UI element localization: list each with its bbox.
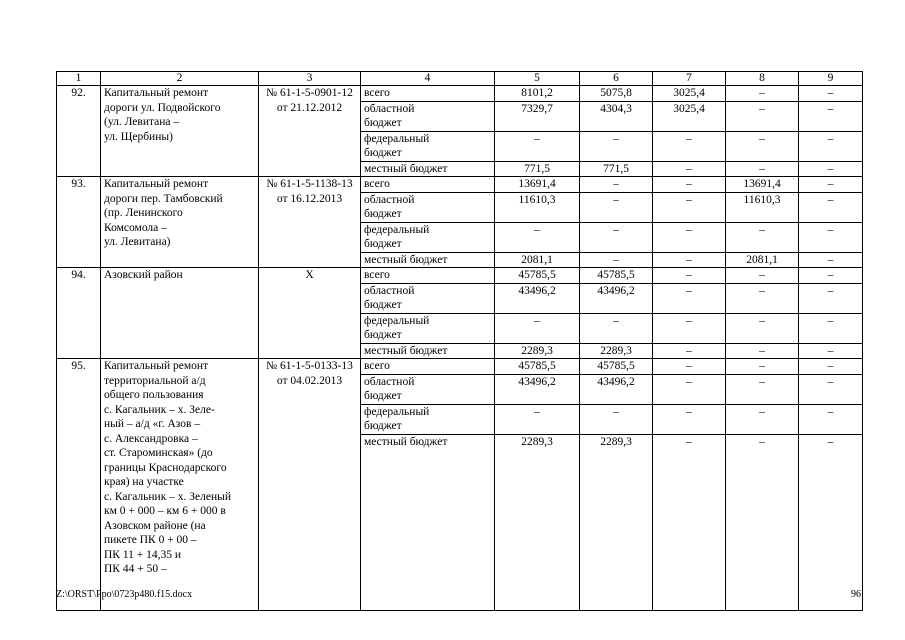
- amount-cell: –: [799, 177, 863, 193]
- amount-cell: –: [653, 283, 726, 313]
- funding-source-line: федеральный: [364, 314, 430, 327]
- amount-cell: 2289,3: [495, 434, 580, 610]
- funding-source: [361, 359, 495, 375]
- amount-cell: –: [653, 222, 726, 252]
- expertise-reference-line: № 61-1-5-0901-12: [266, 87, 353, 99]
- amount-cell: –: [799, 359, 863, 375]
- table-row: [57, 359, 863, 375]
- object-name-line: с. Кагальник – х. Зеле-: [104, 403, 215, 416]
- funding-source: [361, 268, 495, 284]
- funding-source: [361, 313, 495, 343]
- object-name-line: ПК 44 + 50 –: [104, 563, 167, 575]
- amount-cell: –: [653, 359, 726, 375]
- amount-cell: –: [653, 434, 726, 610]
- object-name-line: (пр. Ленинского: [104, 207, 183, 219]
- amount-cell: 5075,8: [580, 86, 653, 102]
- amount-cell: –: [580, 131, 653, 161]
- funding-source: [361, 343, 495, 359]
- funding-source-line: местный бюджет: [364, 162, 448, 175]
- page-number: 96: [851, 589, 861, 600]
- amount-cell: 7329,7: [495, 101, 580, 131]
- object-name-line: с. Александровка –: [104, 432, 198, 445]
- funding-source-line: бюджет: [364, 208, 402, 220]
- amount-cell: –: [799, 313, 863, 343]
- amount-cell: –: [799, 374, 863, 404]
- funding-source-line: бюджет: [364, 238, 402, 250]
- funding-source-line: областной: [364, 193, 415, 206]
- object-name-line: пикете ПК 0 + 00 –: [104, 534, 197, 546]
- amount-cell: –: [580, 222, 653, 252]
- amount-cell: 43496,2: [495, 283, 580, 313]
- expertise-reference-line: № 61-1-5-0133-13: [266, 360, 353, 372]
- object-name-line: дороги пер. Тамбовский: [104, 192, 223, 205]
- funding-source: [361, 86, 495, 102]
- amount-cell: 2081,1: [495, 252, 580, 268]
- amount-cell: –: [653, 268, 726, 284]
- object-name-line: Комсомола –: [104, 221, 167, 234]
- amount-cell: 771,5: [495, 161, 580, 177]
- amount-cell: 43496,2: [580, 283, 653, 313]
- funding-source: [361, 374, 495, 404]
- expertise-reference-line: № 61-1-5-1138-13: [266, 178, 353, 190]
- amount-cell: 4304,3: [580, 101, 653, 131]
- funding-source-line: федеральный: [364, 405, 430, 418]
- amount-cell: –: [799, 101, 863, 131]
- amount-cell: –: [580, 192, 653, 222]
- funding-source: [361, 131, 495, 161]
- amount-cell: 2289,3: [580, 343, 653, 359]
- amount-cell: –: [653, 313, 726, 343]
- object-name: [101, 86, 259, 177]
- amount-cell: –: [799, 404, 863, 434]
- amount-cell: –: [726, 222, 799, 252]
- amount-cell: 43496,2: [580, 374, 653, 404]
- amount-cell: 2289,3: [495, 343, 580, 359]
- funding-source: [361, 283, 495, 313]
- expertise-reference-line: от 04.02.2013: [276, 374, 343, 387]
- funding-source-line: всего: [364, 360, 390, 372]
- funding-source: [361, 161, 495, 177]
- object-name-line: (ул. Левитана –: [104, 116, 180, 128]
- header-cell: 8: [726, 72, 799, 86]
- amount-cell: –: [495, 313, 580, 343]
- funding-source-line: местный бюджет: [364, 253, 448, 266]
- object-name-line: края) на участке: [104, 476, 184, 488]
- funding-source-line: бюджет: [364, 147, 402, 159]
- amount-cell: 13691,4: [726, 177, 799, 193]
- amount-cell: –: [653, 252, 726, 268]
- object-name-line: ст. Староминская» (до: [104, 447, 213, 459]
- amount-cell: –: [653, 404, 726, 434]
- funding-source-line: местный бюджет: [364, 344, 448, 357]
- amount-cell: –: [726, 434, 799, 610]
- header-cell: 7: [653, 72, 726, 86]
- header-cell: 9: [799, 72, 863, 86]
- table-row: [57, 268, 863, 284]
- object-name-line: ул. Левитана): [104, 236, 171, 248]
- table-body: [57, 86, 863, 611]
- amount-cell: –: [726, 313, 799, 343]
- amount-cell: –: [580, 177, 653, 193]
- row-number: 93.: [57, 177, 101, 268]
- budget-table: [56, 71, 863, 611]
- funding-source-line: местный бюджет: [364, 435, 448, 448]
- row-number: 92.: [57, 86, 101, 177]
- amount-cell: –: [726, 86, 799, 102]
- amount-cell: 2289,3: [580, 434, 653, 610]
- table-row: [57, 86, 863, 102]
- object-name-line: с. Кагальник – х. Зеленый: [104, 490, 232, 503]
- funding-source-line: бюджет: [364, 420, 402, 432]
- funding-source-line: областной: [364, 102, 415, 115]
- amount-cell: –: [726, 404, 799, 434]
- funding-source-line: всего: [364, 178, 390, 190]
- amount-cell: –: [799, 283, 863, 313]
- amount-cell: –: [799, 434, 863, 610]
- object-name-line: Капитальный ремонт: [104, 178, 209, 190]
- amount-cell: 45785,5: [495, 268, 580, 284]
- amount-cell: 13691,4: [495, 177, 580, 193]
- expertise-reference: [259, 268, 361, 359]
- amount-cell: –: [580, 313, 653, 343]
- funding-source: [361, 434, 495, 610]
- funding-source-line: бюджет: [364, 329, 402, 341]
- amount-cell: –: [799, 86, 863, 102]
- object-name-line: км 0 + 000 – км 6 + 000 в: [104, 505, 226, 517]
- amount-cell: –: [580, 404, 653, 434]
- funding-source-line: областной: [364, 375, 415, 388]
- expertise-reference-line: от 16.12.2013: [276, 192, 343, 205]
- row-number: 95.: [57, 359, 101, 611]
- header-cell: 3: [259, 72, 361, 86]
- funding-source: [361, 252, 495, 268]
- object-name: [101, 359, 259, 611]
- amount-cell: 2081,1: [726, 252, 799, 268]
- amount-cell: –: [495, 404, 580, 434]
- amount-cell: 3025,4: [653, 101, 726, 131]
- amount-cell: 43496,2: [495, 374, 580, 404]
- funding-source: [361, 177, 495, 193]
- amount-cell: –: [653, 343, 726, 359]
- amount-cell: –: [799, 252, 863, 268]
- amount-cell: –: [653, 131, 726, 161]
- object-name: [101, 177, 259, 268]
- funding-source: [361, 222, 495, 252]
- funding-source-line: бюджет: [364, 390, 402, 402]
- object-name-line: общего пользования: [104, 389, 204, 401]
- object-name-line: Азовском районе (на: [104, 519, 206, 532]
- file-path: Z:\ORST\Ppo\0723p480.f15.docx: [56, 589, 193, 600]
- amount-cell: 45785,5: [580, 359, 653, 375]
- amount-cell: –: [726, 101, 799, 131]
- amount-cell: –: [726, 131, 799, 161]
- header-cell: 4: [361, 72, 495, 86]
- amount-cell: –: [495, 131, 580, 161]
- amount-cell: –: [799, 161, 863, 177]
- amount-cell: –: [580, 252, 653, 268]
- object-name-line: границы Краснодарского: [104, 461, 227, 474]
- funding-source-line: федеральный: [364, 223, 430, 236]
- amount-cell: 11610,3: [495, 192, 580, 222]
- amount-cell: 45785,5: [495, 359, 580, 375]
- object-name-line: Азовский район: [104, 269, 183, 281]
- table-row: [57, 177, 863, 193]
- funding-source-line: областной: [364, 284, 415, 297]
- amount-cell: –: [495, 222, 580, 252]
- amount-cell: 45785,5: [580, 268, 653, 284]
- amount-cell: 771,5: [580, 161, 653, 177]
- object-name-line: Капитальный ремонт: [104, 360, 209, 372]
- expertise-reference: [259, 177, 361, 268]
- amount-cell: 3025,4: [653, 86, 726, 102]
- amount-cell: –: [726, 283, 799, 313]
- object-name-line: территориальной а/д: [104, 374, 206, 387]
- funding-source: [361, 192, 495, 222]
- header-cell: 1: [57, 72, 101, 86]
- table-header-row: [57, 72, 863, 86]
- amount-cell: –: [799, 268, 863, 284]
- object-name-line: ул. Щербины): [104, 130, 173, 143]
- amount-cell: –: [653, 161, 726, 177]
- amount-cell: 11610,3: [726, 192, 799, 222]
- funding-source-line: всего: [364, 269, 390, 281]
- amount-cell: –: [653, 374, 726, 404]
- object-name-line: ПК 11 + 14,35 и: [104, 548, 182, 561]
- amount-cell: –: [726, 161, 799, 177]
- object-name-line: дороги ул. Подвойского: [104, 101, 221, 114]
- amount-cell: –: [799, 222, 863, 252]
- funding-source: [361, 404, 495, 434]
- amount-cell: –: [799, 131, 863, 161]
- amount-cell: –: [726, 343, 799, 359]
- header-cell: 6: [580, 72, 653, 86]
- funding-source-line: всего: [364, 87, 390, 99]
- expertise-reference-line: Х: [305, 269, 314, 281]
- amount-cell: 8101,2: [495, 86, 580, 102]
- funding-source-line: бюджет: [364, 117, 402, 129]
- amount-cell: –: [726, 374, 799, 404]
- funding-source-line: бюджет: [364, 299, 402, 311]
- amount-cell: –: [726, 359, 799, 375]
- object-name-line: Капитальный ремонт: [104, 87, 209, 99]
- amount-cell: –: [799, 192, 863, 222]
- amount-cell: –: [653, 192, 726, 222]
- amount-cell: –: [799, 343, 863, 359]
- object-name: [101, 268, 259, 359]
- amount-cell: –: [653, 177, 726, 193]
- funding-source: [361, 101, 495, 131]
- expertise-reference-line: от 21.12.2012: [276, 101, 343, 114]
- funding-source-line: федеральный: [364, 132, 430, 145]
- row-number: 94.: [57, 268, 101, 359]
- expertise-reference: [259, 86, 361, 177]
- expertise-reference: [259, 359, 361, 611]
- amount-cell: –: [726, 268, 799, 284]
- header-cell: 5: [495, 72, 580, 86]
- header-cell: 2: [101, 72, 259, 86]
- object-name-line: ный – а/д «г. Азов –: [104, 418, 201, 430]
